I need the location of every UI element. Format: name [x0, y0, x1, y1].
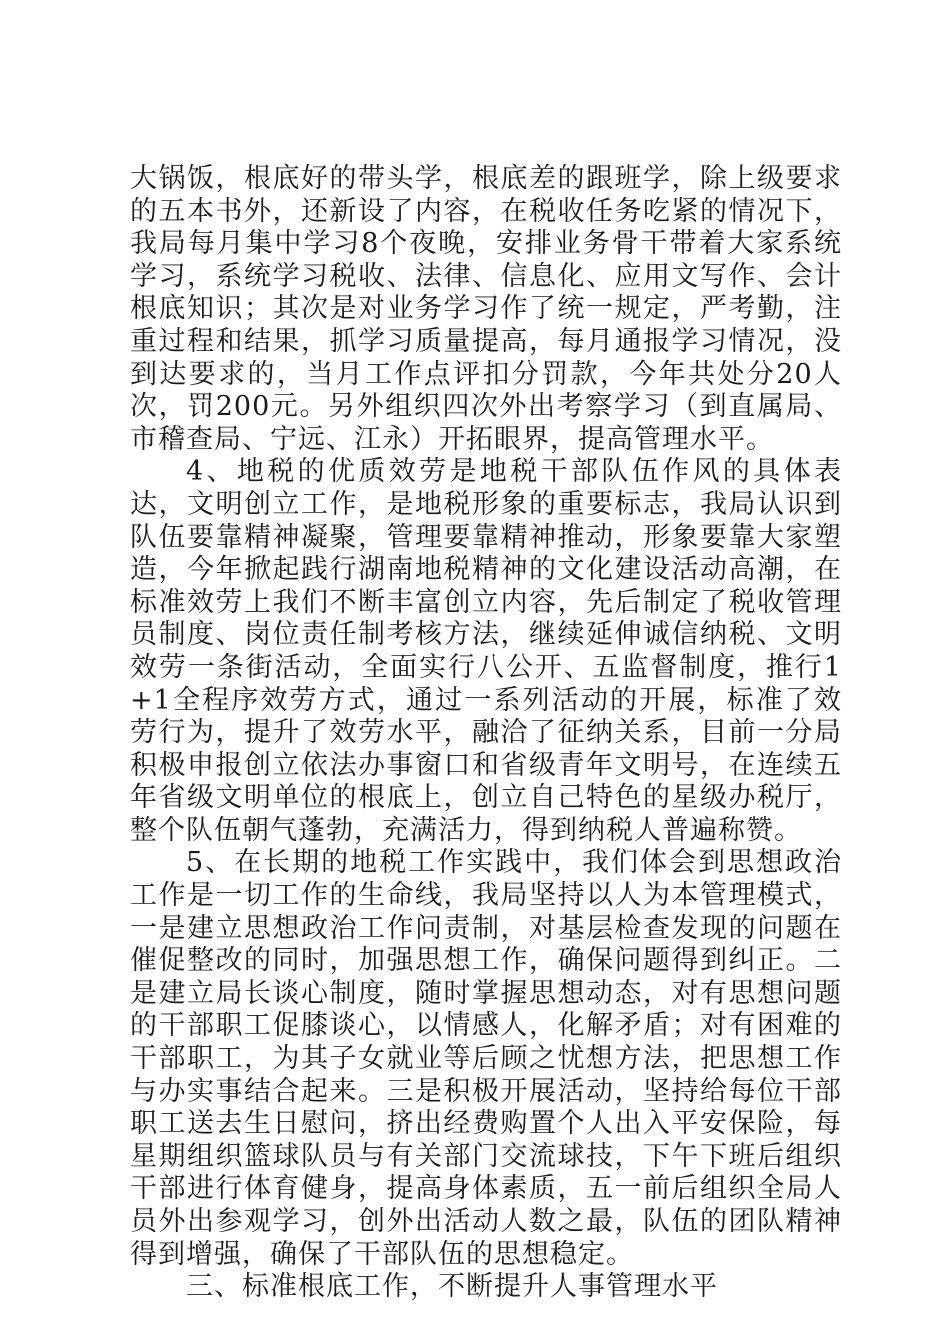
paragraph-item-4: 4、地税的优质效劳是地税干部队伍作风的具体表达，文明创立工作，是地税形象的重要标志，我局认识到队伍要靠精神凝聚，管理要靠精神推动，形象要靠大家塑造，今年掀起践行湖南地税精神的文化建设活动高潮，在标准效劳上我们不断丰富创立内容，先后制定了税收管理员制度、岗位责任制考核方法，继续延伸诚信纳税、文明效劳一条街活动，全面实行八公开、五监督制度，推行1+1全程序效劳方式，通过一系列活动的开展，标准了效劳行为，提升了效劳水平，融洽了征纳关系，目前一分局积极申报创立依法办事窗口和省级青年文明号，在连续五年省级文明单位的根底上，创立自己特色的星级办税厅，整个队伍朝气蓬勃，充满活力，得到纳税人普遍称赞。 — [130, 456, 842, 846]
paragraph-item-5: 5、在长期的地税工作实践中，我们体会到思想政治工作是一切工作的生命线，我局坚持以人为本管理模式，一是建立思想政治工作问责制，对基层检查发现的问题在催促整改的同时，加强思想工作，确保问题得到纠正。二是建立局长谈心制度，随时掌握思想动态，对有思想问题的干部职工促膝谈心，以情感人，化解矛盾；对有困难的干部职工，为其子女就业等后顾之忧想方法，把思想工作与办实事结合起来。三是积极开展活动，坚持给每位干部职工送去生日慰问，挤出经费购置个人出入平安保险，每星期组织篮球队员与有关部门交流球技，下午下班后组织干部进行体育健身，提高身体素质，五一前后组织全局人员外出参观学习，创外出活动人数之最，队伍的团队精神得到增强，确保了干部队伍的思想稳定。 — [130, 847, 842, 1270]
document-body — [130, 163, 842, 1304]
paragraph-continuation: 大锅饭，根底好的带头学，根底差的跟班学，除上级要求的五本书外，还新设了内容，在税收任务吃紧的情况下，我局每月集中学习8个夜晚，安排业务骨干带着大家系统学习，系统学习税收、法律、信息化、应用文写作、会计根底知识；其次是对业务学习作了统一规定，严考勤，注重过程和结果，抓学习质量提高，每月通报学习情况，没到达要求的，当月工作点评扣分罚款，今年共处分20人次，罚200元。另外组织四次外出考察学习（到直属局、市稽查局、宁远、江永）开拓眼界，提高管理水平。 — [130, 163, 842, 455]
section-heading: 三、标准根底工作，不断提升人事管理水平 — [186, 1271, 718, 1303]
